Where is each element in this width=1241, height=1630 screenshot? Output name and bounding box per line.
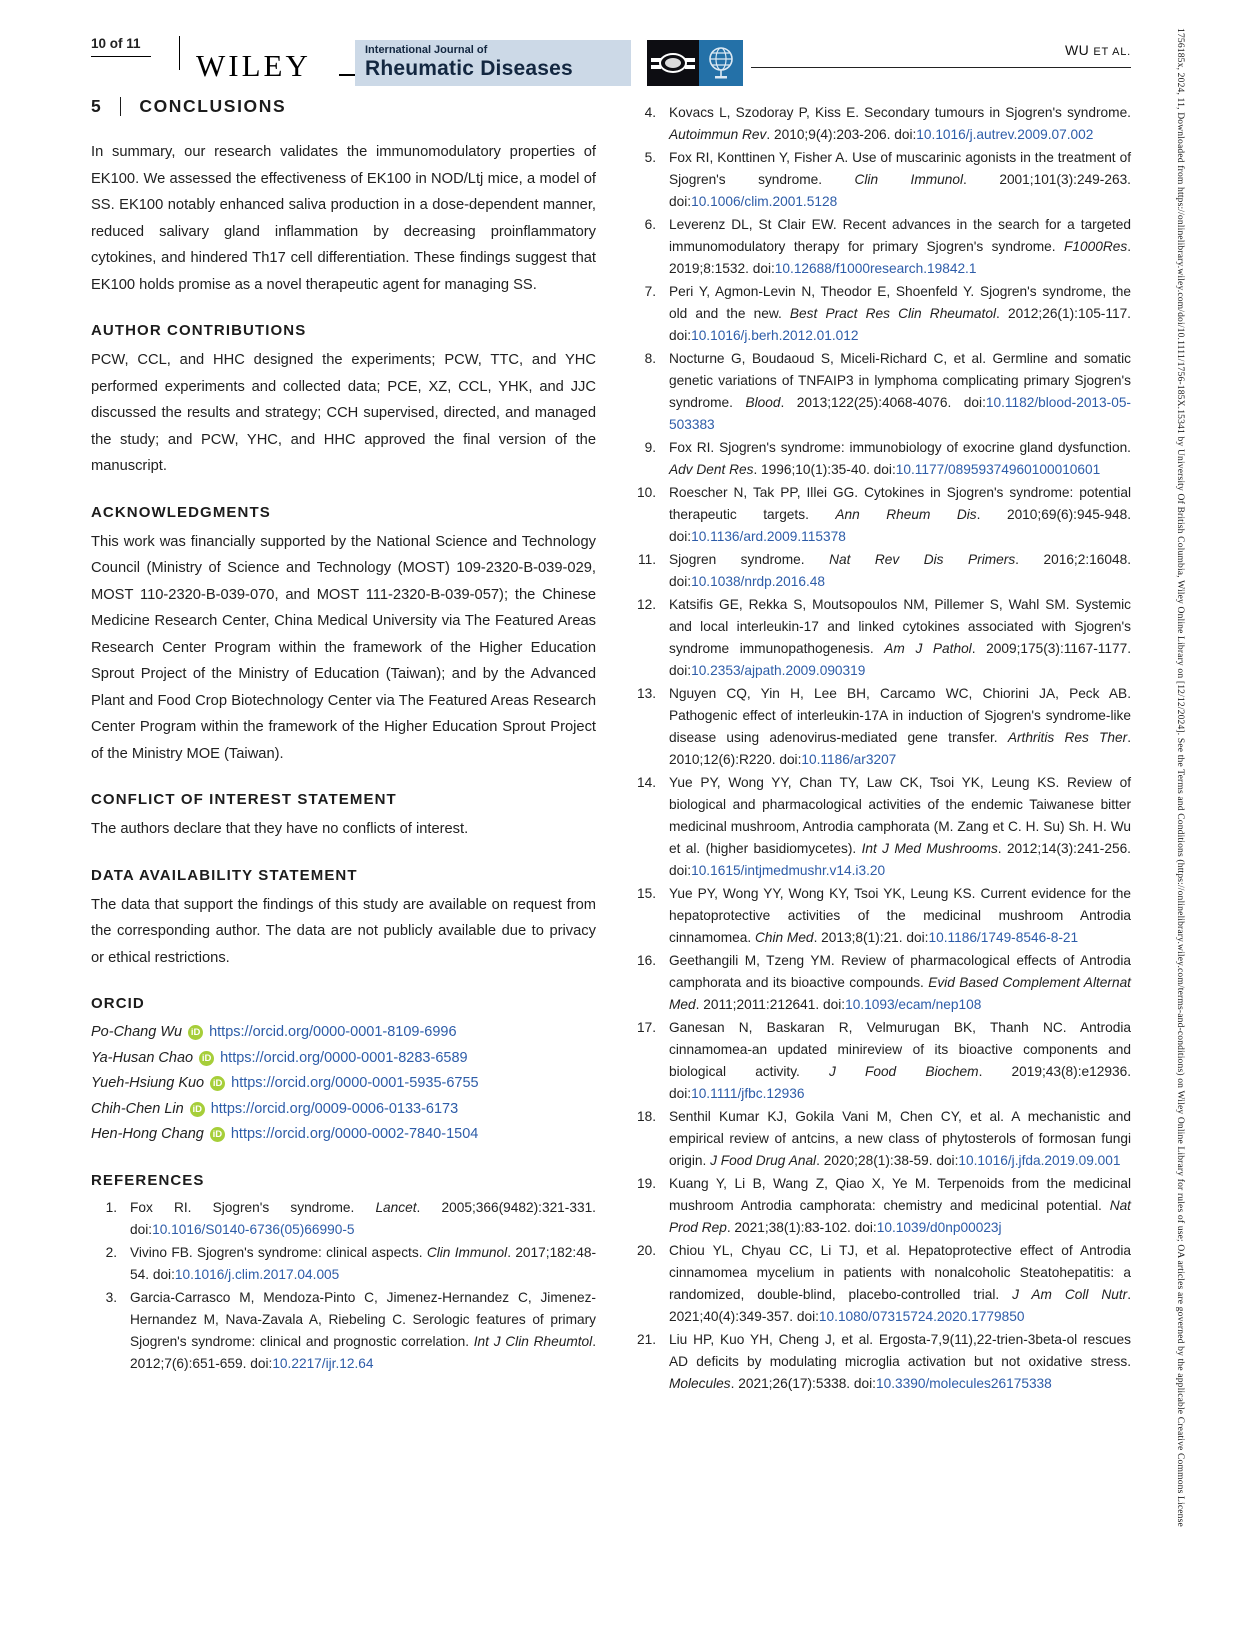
reference-text: Nocturne G, Boudaoud S, Miceli-Richard C, et al. Germline and somatic genetic variations of TNFAIP3 in lymphoma complicating primary Sjogren's syndrome. Blood. 2013;122(25):4068-4076. doi:10.1182/blood-2013-05-503383 [669,351,1131,432]
left-column [91,96,596,1376]
orcid-entry [91,1122,596,1148]
reference-item [626,1240,1131,1328]
reference-text: Kuang Y, Li B, Wang Z, Qiao X, Ye M. Terpenoids from the medicinal mushroom Antrodia camphorata: chemistry and medicinal potential. Nat Prod Rep. 2021;38(1):83-102. doi:10.1039/d0np00023j [669,1176,1131,1235]
reference-number: 18. [636,1109,656,1124]
reference-text: Leverenz DL, St Clair EW. Recent advances in the search for a targeted immunomodulatory therapy for primary Sjogren's syndrome. F1000Res. 2019;8:1532. doi:10.12688/f1000research.19842.1 [669,217,1131,276]
orcid-author-name: Ya-Husan Chao [91,1049,194,1066]
reference-number: 20. [636,1243,656,1258]
reference-item [626,883,1131,949]
doi-link[interactable]: 10.1016/j.clim.2017.04.005 [174,1266,340,1282]
reference-item [626,594,1131,682]
reference-item [91,1287,596,1375]
author-contributions-paragraph: PCW, CCL, and HHC designed the experiments; PCW, TTC, and YHC performed experiments and collected data; PCE, XZ, CCL, YHK, and JJC discussed the results and strategy; CCH supervised, directed, and managed the study; and PCW, YHC, and HHC approved the final version of the manuscript. [91,352,596,474]
orcid-url-link[interactable]: https://orcid.org/0000-0001-5935-6755 [231,1075,479,1091]
orcid-author-name: Yueh-Hsiung Kuo [91,1075,205,1091]
reference-number: 14. [636,775,656,790]
wiley-dash [339,74,355,76]
doi-link[interactable]: 10.1182/blood-2013-05-503383 [669,395,1131,432]
reference-item [626,147,1131,213]
orcid-entry [91,1020,596,1046]
reference-number: 16. [636,953,656,968]
reference-text: Sjogren syndrome. Nat Rev Dis Primers. 2016;2:16048. doi:10.1038/nrdp.2016.48 [669,552,1132,589]
acknowledgments-paragraph: This work was financially supported by the National Science and Technology Council (Ministry of Science and Technology (MOST) 109-2320-B-039-029, MOST 110-2320-B-039-070, and MOST 111-2320-B-039-057); the Chinese Medicine Research Center, China Medical University via The Featured Areas Research Center Program within the framework of the Higher Education Sprout Project of the Ministry of Education (Taiwan); and by the Advanced Plant and Food Crop Biotechnology Center via The Featured Areas Research Center Program within the framework of the Higher Education Sprout Project of the Ministry MOE (Taiwan). [91,533,596,762]
globe-icon [699,40,743,86]
conclusions-paragraph: In summary, our research validates the immunomodulatory properties of EK100. We assessed the effectiveness of EK100 in NOD/Ltj mice, a model of SS. EK100 notably enhanced saliva production in a dose-dependent manner, reduced salivary gland inflammation by decreasing proinflammatory cytokines, and hindered Th17 cell differentiation. These findings suggest that EK100 holds promise as a novel therapeutic agent for managing SS. [91,144,596,293]
reference-text: Kovacs L, Szodoray P, Kiss E. Secondary tumours in Sjogren's syndrome. Autoimmun Rev. 2010;9(4):203-206. doi:10.1016/j.autrev.2009.07.002 [669,105,1131,142]
section-heading-conflict: CONFLICT OF INTEREST STATEMENT [91,791,397,808]
reference-number: 17. [636,1020,656,1035]
reference-item [626,214,1131,280]
page-header [91,36,1131,88]
reference-text: Vivino FB. Sjogren's syndrome: clinical aspects. Clin Immunol. 2017;182:48-54. doi:10.1016/j.clim.2017.04.005 [130,1244,596,1282]
wiley-logo: WILEY [196,48,311,83]
reference-item [626,437,1131,481]
reference-text: Peri Y, Agmon-Levin N, Theodor E, Shoenfeld Y. Sjogren's syndrome, the old and the new. Best Pract Res Clin Rheumatol. 2012;26(1):105-117. doi:10.1016/j.berh.2012.01.012 [669,284,1131,343]
doi-link[interactable]: 10.1006/clim.2001.5128 [691,194,838,209]
reference-list-right [626,102,1131,1395]
running-head: WU ET AL. [1064,42,1131,58]
orcid-id-icon[interactable]: iD [210,1127,225,1142]
reference-text: Nguyen CQ, Yin H, Lee BH, Carcamo WC, Chiorini JA, Peck AB. Pathogenic effect of interleukin-17A in induction of Sjogren's syndrome-like disease using adenovirus-mediated gene transfer. Arthritis Res Ther. 2010;12(6):R220. doi:10.1186/ar3207 [669,686,1131,767]
reference-text: Chiou YL, Chyau CC, Li TJ, et al. Hepatoprotective effect of Antrodia cinnamomea mycelium in patients with nonalcoholic Steatohepatitis: a randomized, double-blind, placebo-controlled trial. J Am Coll Nutr. 2021;40(4):349-357. doi:10.1080/07315724.2020.1779850 [669,1243,1131,1324]
orcid-url-link[interactable]: https://orcid.org/0000-0002-7840-1504 [230,1126,479,1142]
reference-number: 11. [637,552,656,567]
orcid-author-name: Chih-Chen Lin [91,1100,184,1117]
orcid-id-icon[interactable]: iD [199,1051,214,1066]
conflict-paragraph: The authors declare that they have no conflicts of interest. [91,821,469,837]
section-title: CONCLUSIONS [139,96,287,116]
page-number: 10 of 11 [91,36,151,57]
reference-item [91,1197,596,1241]
doi-link[interactable]: 10.1016/j.autrev.2009.07.002 [916,127,1094,142]
right-column [626,96,1131,1396]
reference-item [626,1329,1131,1395]
reference-text: Katsifis GE, Rekka S, Moutsopoulos NM, Pillemer S, Wahl SM. Systemic and local interleukin-17 and linked cytokines associated with Sjogren's syndrome immunopathogenesis. Am J Pathol. 2009;175(3):1167-1177. doi:10.2353/ajpath.2009.090319 [669,597,1132,678]
doi-link[interactable]: 10.1080/07315724.2020.1779850 [818,1309,1025,1324]
reference-number: 1. [105,1199,117,1215]
reference-number: 10. [636,485,656,500]
doi-link[interactable]: 10.1016/j.berh.2012.01.012 [691,328,859,343]
orcid-id-icon[interactable]: iD [190,1102,205,1117]
reference-text: Senthil Kumar KJ, Gokila Vani M, Chen CY, et al. A mechanistic and empirical review of antcins, a new class of phytosterols of formosan fungi origin. J Food Drug Anal. 2020;28(1):38-59. doi:10.1016/j.jfda.2019.09.001 [669,1109,1131,1168]
orcid-id-icon[interactable]: iD [188,1025,203,1040]
section-heading-orcid: ORCID [91,995,145,1012]
reference-number: 15. [636,886,656,901]
reference-text: Fox RI. Sjogren's syndrome: immunobiology of exocrine gland dysfunction. Adv Dent Res. 1996;10(1):35-40. doi:10.1177/08959374960100010601 [669,440,1131,477]
reference-list-left [91,1197,596,1375]
reference-text: Ganesan N, Baskaran R, Velmurugan BK, Thanh NC. Antrodia cinnamomea-an updated minireview of its bioactive components and biological activity. J Food Biochem. 2019;43(8):e12936. doi:10.1111/jfbc.12936 [669,1020,1132,1101]
reference-number: 8. [644,351,656,366]
doi-link[interactable]: 10.2217/ijr.12.64 [272,1355,374,1371]
reference-item [626,1173,1131,1239]
reference-text: Garcia-Carrasco M, Mendoza-Pinto C, Jimenez-Hernandez C, Jimenez-Hernandez M, Nava-Zavala A, Riebeling C. Serologic features of primary Sjogren's syndrome: clinical and prognostic correlation. Int J Clin Rheumtol. 2012;7(6):651-659. doi:10.2217/ijr.12.64 [130,1289,596,1371]
doi-link[interactable]: 10.1038/nrdp.2016.48 [691,574,826,589]
journal-banner [355,40,631,86]
orcid-entry [91,1046,596,1072]
reference-item [626,482,1131,548]
reference-number: 9. [644,440,656,455]
reference-item [626,549,1131,593]
reference-number: 4. [644,105,656,120]
doi-link[interactable]: 10.1016/j.jfda.2019.09.001 [958,1153,1121,1168]
reference-number: 3. [105,1289,117,1305]
orcid-url-link[interactable]: https://orcid.org/0009-0006-0133-6173 [210,1100,459,1117]
reference-number: 19. [636,1176,656,1191]
orcid-entry [91,1097,596,1123]
orcid-author-name: Po-Chang Wu [91,1024,183,1040]
orcid-url-link[interactable]: https://orcid.org/0000-0001-8109-6996 [209,1024,457,1040]
reference-number: 5. [644,150,656,165]
reference-number: 12. [636,597,656,612]
orcid-url-link[interactable]: https://orcid.org/0000-0001-8283-6589 [220,1049,468,1066]
reference-number: 13. [636,686,656,701]
reference-text: Geethangili M, Tzeng YM. Review of pharmacological effects of Antrodia camphorata and its bioactive compounds. Evid Based Complement Alternat Med. 2011;2011:212641. doi:10.1093/ecam/nep108 [669,953,1131,1012]
doi-link[interactable]: 10.1186/1749-8546-8-21 [928,930,1079,945]
reference-item [626,683,1131,771]
doi-link[interactable]: 10.1016/S0140-6736(05)66990-5 [152,1221,355,1237]
header-rule [751,67,1131,68]
doi-link[interactable]: 10.1136/ard.2009.115378 [691,529,846,544]
section-heading-acknowledgments: ACKNOWLEDGMENTS [91,503,271,521]
reference-item [626,950,1131,1016]
reference-item [626,772,1131,882]
orcid-list [91,1020,596,1148]
reference-text: Fox RI. Sjogren's syndrome. Lancet. 2005;366(9482):321-331. doi:10.1016/S0140-6736(05)66990-5 [130,1199,596,1237]
reference-item [91,1242,596,1286]
section-heading-references: REFERENCES [91,1171,205,1189]
reference-text: Roescher N, Tak PP, Illei GG. Cytokines in Sjogren's syndrome: potential therapeutic targets. Ann Rheum Dis. 2010;69(6):945-948. doi:10.1136/ard.2009.115378 [669,485,1132,544]
section-heading-data-availability: DATA AVAILABILITY STATEMENT [91,866,358,884]
section-heading-conclusions [91,96,596,117]
reference-text: Yue PY, Wong YY, Wong KY, Tsoi YK, Leung KS. Current evidence for the hepatoprotective activities of the medicinal mushroom Antrodia cinnamomea. Chin Med. 2013;8(1):21. doi:10.1186/1749-8546-8-21 [669,886,1131,945]
reference-number: 6. [644,217,656,232]
reference-number: 2. [105,1244,117,1260]
doi-link[interactable]: 10.1111/jfbc.12936 [691,1086,805,1101]
reference-text: Fox RI, Konttinen Y, Fisher A. Use of muscarinic agonists in the treatment of Sjogren's syndrome. Clin Immunol. 2001;101(3):249-263. doi:10.1006/clim.2001.5128 [669,150,1131,209]
doi-link[interactable]: 10.1039/d0np00023j [876,1220,1002,1235]
doi-link[interactable]: 10.2353/ajpath.2009.090319 [691,663,866,678]
doi-link[interactable]: 10.1093/ecam/nep108 [845,997,982,1012]
reference-item [626,102,1131,146]
data-availability-paragraph: The data that support the findings of this study are available on request from the corresponding author. The data are not publicly available due to privacy or ethical restrictions. [91,896,596,966]
orcid-author-name: Hen-Hong Chang [91,1126,204,1142]
reference-item [626,348,1131,436]
journal-subtitle: International Journal of [365,44,488,56]
reference-number: 7. [644,284,656,299]
body-columns [91,96,1131,1396]
reference-item [626,281,1131,347]
aplar-emblem-icon [647,40,699,86]
section-number: 5 [91,96,103,116]
doi-link[interactable]: 10.1615/intjmedmushr.v14.i3.20 [691,863,886,878]
reference-text: Liu HP, Kuo YH, Cheng J, et al. Ergosta-7,9(11),22-trien-3beta-ol rescues AD deficits by modulating microglia activation but not oxidative stress. Molecules. 2021;26(17):5338. doi:10.3390/molecules26175338 [669,1332,1131,1391]
doi-link[interactable]: 10.1177/08959374960100010601 [895,462,1101,477]
doi-link[interactable]: 10.3390/molecules26175338 [875,1376,1052,1391]
header-divider [179,36,180,70]
heading-divider [120,97,121,116]
sidebar-copyright-text: 1756185x, 2024, 11, Downloaded from https://onlinelibrary.wiley.com/doi/10.1111/1756-185X.15341 by University Of British Columbia, Wiley Online Library on [12/12/2024]. See the Terms and Conditions (https://onlinelibrary.wiley.com/terms-and-conditions) on Wiley Online Library for rules of use; OA articles are governed by the applicable Creative Commons License [1175,28,1186,1527]
orcid-entry [91,1071,596,1097]
doi-link[interactable]: 10.12688/f1000research.19842.1 [774,261,977,276]
journal-title: Rheumatic Diseases [365,57,573,80]
reference-text: Yue PY, Wong YY, Chan TY, Law CK, Tsoi YK, Leung KS. Review of biological and pharmacological activities of the endemic Taiwanese bitter medicinal mushroom, Antrodia camphorata (M. Zang et C. H. Su) Sh. H. Wu et al. (higher basidiomycetes). Int J Med Mushrooms. 2012;14(3):241-256. doi:10.1615/intjmedmushr.v14.i3.20 [669,775,1131,878]
reference-item [626,1106,1131,1172]
orcid-id-icon[interactable]: iD [210,1076,225,1091]
reference-item [626,1017,1131,1105]
section-heading-author-contributions: AUTHOR CONTRIBUTIONS [91,322,307,339]
doi-link[interactable]: 10.1186/ar3207 [801,752,897,767]
reference-number: 21. [636,1332,656,1347]
